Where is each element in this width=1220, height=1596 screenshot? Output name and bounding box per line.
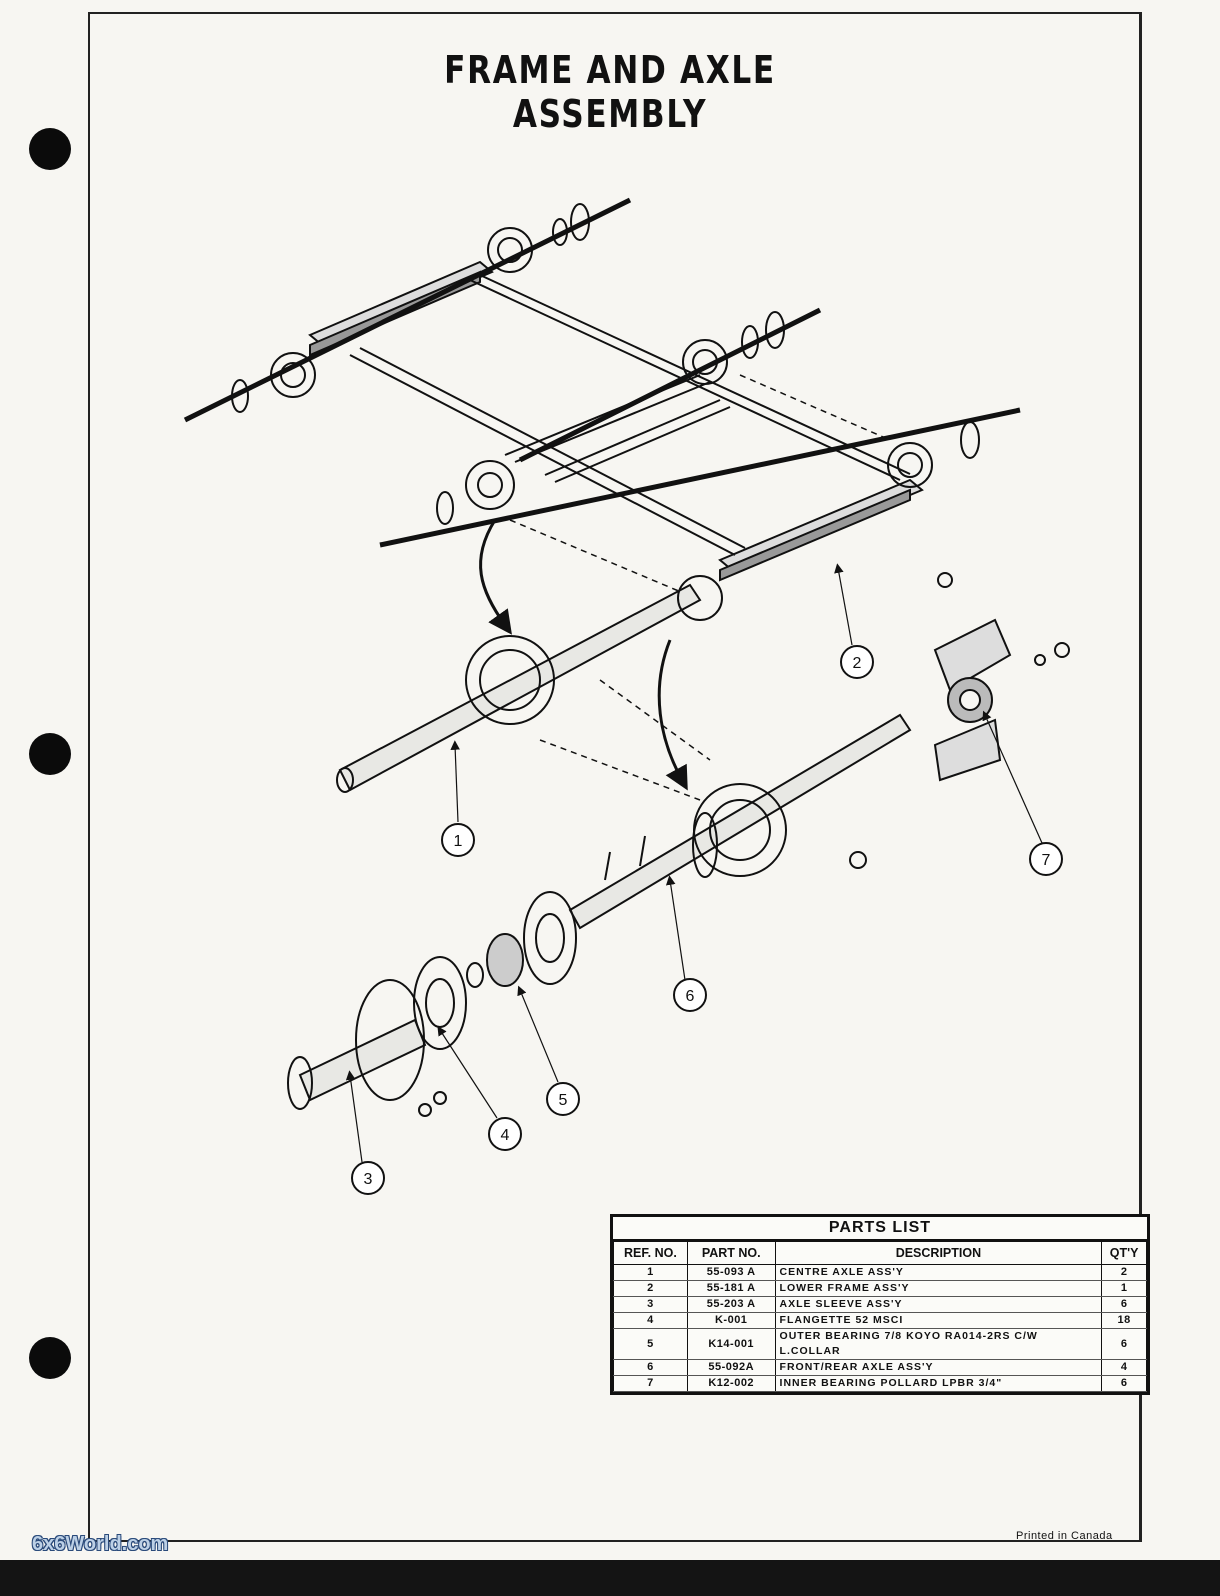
desc-cell: CENTRE AXLE ASS'Y: [775, 1265, 1102, 1281]
ref-cell: 1: [614, 1265, 688, 1281]
table-row: [614, 1360, 1147, 1376]
qty-cell: 6: [1102, 1376, 1147, 1392]
part-cell: K-001: [687, 1313, 775, 1329]
desc-cell: FLANGETTE 52 MSCI: [775, 1313, 1102, 1329]
inner-bearing: [935, 573, 1069, 780]
table-row: [614, 1297, 1147, 1313]
rear-axle-upper: [185, 200, 630, 420]
svg-text:7: 7: [1041, 852, 1051, 869]
svg-text:6: 6: [685, 988, 695, 1005]
ref-cell: 2: [614, 1281, 688, 1297]
part-cell: 55-203 A: [687, 1297, 775, 1313]
parts-list-heading: PARTS LIST: [613, 1217, 1147, 1241]
ref-cell: 3: [614, 1297, 688, 1313]
qty-cell: 6: [1102, 1329, 1147, 1360]
callout-3: [352, 1162, 384, 1194]
table-row: [614, 1281, 1147, 1297]
part-cell: K14-001: [687, 1329, 775, 1360]
qty-cell: 4: [1102, 1360, 1147, 1376]
site-watermark: 6x6World.com: [32, 1533, 169, 1555]
desc-cell: INNER BEARING POLLARD LPBR 3/4": [775, 1376, 1102, 1392]
part-cell: 55-181 A: [687, 1281, 775, 1297]
col-header-ref-no: REF. NO.: [614, 1242, 688, 1265]
col-header-part-no: PART NO.: [687, 1242, 775, 1265]
callout-7: [1030, 843, 1062, 875]
centre-axle: [337, 576, 722, 792]
desc-cell: LOWER FRAME ASS'Y: [775, 1281, 1102, 1297]
table-row: [614, 1376, 1147, 1392]
callout-2: [841, 646, 873, 678]
qty-cell: 6: [1102, 1297, 1147, 1313]
ref-cell: 5: [614, 1329, 688, 1360]
callout-1: [442, 824, 474, 856]
qty-cell: 1: [1102, 1281, 1147, 1297]
svg-text:5: 5: [558, 1092, 568, 1109]
svg-text:4: 4: [500, 1127, 510, 1144]
axle-sleeve-group: [288, 852, 866, 1116]
part-cell: 55-092A: [687, 1360, 775, 1376]
page-title: FRAME AND AXLE ASSEMBLY: [444, 48, 776, 136]
qty-cell: 18: [1102, 1313, 1147, 1329]
ref-cell: 4: [614, 1313, 688, 1329]
parts-list-table: [610, 1214, 1150, 1395]
svg-text:3: 3: [363, 1171, 373, 1188]
svg-text:1: 1: [453, 833, 463, 850]
scan-bottom-band: [0, 1560, 1220, 1596]
table-row: [614, 1313, 1147, 1329]
col-header-description: DESCRIPTION: [775, 1242, 1102, 1265]
callout-5: [547, 1083, 579, 1115]
callout-6: [674, 979, 706, 1011]
ref-cell: 6: [614, 1360, 688, 1376]
table-row: [614, 1265, 1147, 1281]
part-cell: 55-093 A: [687, 1265, 775, 1281]
table-row: [614, 1329, 1147, 1360]
col-header-qty: QT'Y: [1102, 1242, 1147, 1265]
desc-cell: FRONT/REAR AXLE ASS'Y: [775, 1360, 1102, 1376]
qty-cell: 2: [1102, 1265, 1147, 1281]
printed-in-label: Printed in Canada: [1016, 1530, 1113, 1542]
parts-list-header-row: [614, 1242, 1147, 1265]
middle-axle-upper: [520, 310, 820, 460]
ref-cell: 7: [614, 1376, 688, 1392]
callout-4: [489, 1118, 521, 1150]
desc-cell: OUTER BEARING 7/8 KOYO RA014-2RS C/W L.COLLAR: [775, 1329, 1102, 1360]
svg-text:2: 2: [852, 655, 862, 672]
front-rear-axle: [570, 715, 910, 928]
part-cell: K12-002: [687, 1376, 775, 1392]
lower-frame: [310, 262, 922, 580]
desc-cell: AXLE SLEEVE ASS'Y: [775, 1297, 1102, 1313]
